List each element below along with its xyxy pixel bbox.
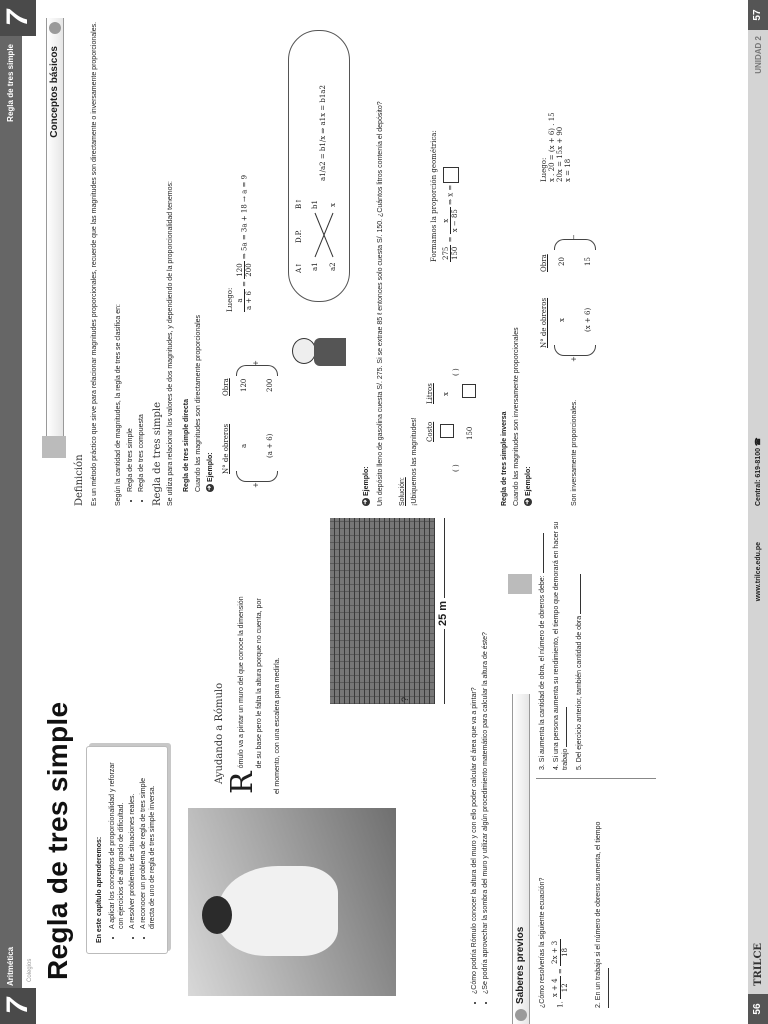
professor-illustration (292, 332, 348, 372)
directa-heading: Regla de tres simple directa (183, 399, 190, 492)
q2-blank[interactable] (608, 968, 609, 1008)
saberes-item1-label: ¿Cómo resolverías la siguiente ecuación? (539, 877, 546, 1008)
left-header-label: Aritmética (6, 946, 15, 986)
eq2-lhs-num: 275 (442, 246, 450, 260)
objective-item: • A reconocer un problema de regla de tres simple directa de uno de regla de tres simple inversa. (139, 757, 157, 929)
q5-blank[interactable] (580, 574, 581, 614)
story-dropcap: R (225, 771, 260, 794)
table1-r2c2: 200 (266, 378, 274, 392)
romulo-photo (188, 808, 396, 996)
inv-line: 20x = 15x + 90 (556, 126, 564, 182)
table3-col1: N° de obreros (540, 297, 548, 348)
arrow-right-icon: ➜ (207, 485, 214, 491)
q5-row (575, 520, 584, 770)
table1-sign-left: + (252, 482, 260, 488)
page-title: Regla de tres simple (42, 701, 73, 980)
eq1-rhs (236, 261, 253, 278)
table3-sign-right: − (570, 234, 578, 240)
eq2-rhs-num: x (442, 207, 451, 234)
table3-r1c2: 20 (558, 257, 566, 266)
proporcion-text: Formamos la proporción geométrica: (430, 130, 438, 262)
table2-r1c1-box[interactable] (440, 424, 454, 438)
clasif-item: • Regla de tres simple (126, 414, 135, 492)
wall-illustration (330, 518, 435, 704)
eq-lhs-den: 12 (561, 983, 569, 993)
eq-lhs-num: x + 4 (551, 978, 559, 998)
saberes-item2 (594, 788, 612, 1008)
table1-r1c2: 120 (240, 378, 248, 392)
definicion-heading: Definición (74, 454, 85, 506)
q3-blank[interactable] (543, 533, 544, 573)
table3-r2c1: (x + 6) (584, 307, 592, 332)
right-page-number: 57 (748, 0, 768, 30)
q4-number: 4. (553, 764, 560, 770)
table1-col2: Obra (222, 378, 230, 396)
table2-r1c2: x (442, 392, 450, 396)
q4-row (552, 520, 570, 770)
ejemplo-1 (206, 452, 215, 492)
table3-bracket-left (554, 345, 596, 356)
story-text: ómulo va a pintar un muro del que conoce la dimensión de su base pero le falta la altura porque no cuenta, por el momento, con una escalera para medirla. (238, 596, 281, 794)
saberes-bar (512, 694, 530, 1024)
cross-arrows-icon (313, 211, 335, 259)
eq2-lhs-den: 150 (451, 246, 459, 260)
q3-number: 3. (539, 764, 546, 770)
q3-text: Si aumenta la cantidad de obra, el número de obreros debe: (539, 575, 546, 763)
table1-sign-right: + (252, 360, 260, 366)
simple-text: Se utiliza para relacionar los valores de dos magnitudes, y dependiendo de la proporcionalidad tenemos: (167, 181, 174, 506)
table1 (222, 358, 284, 488)
bubble-dp: D.P. (295, 229, 303, 243)
left-header-bar (0, 512, 22, 1024)
photo-figure (218, 866, 338, 956)
clasif-item: • Regla de tres compuesta (137, 414, 146, 492)
unit-label: UNIDAD 2 (754, 36, 763, 74)
eq1: Luego: a a + 6 = 120 200 ⇒ 5a = 3a + 18 → a = 9 (226, 32, 253, 312)
questions-list (470, 514, 492, 1008)
ejemplo-3 (524, 466, 533, 506)
eq-lhs-fraction (551, 976, 570, 999)
story-heading: Ayudando a Rómulo (214, 682, 225, 784)
bubble-a-up: A↑ (295, 262, 303, 273)
directa-text: Cuando las magnitudes son directamente proporcionales (195, 314, 202, 492)
inv-line: x . 20 = (x + 6) . 15 (548, 112, 556, 182)
q4-text: Si una persona aumenta su rendimiento, el tiempo que demorará en hacer su trabajo (553, 521, 569, 770)
saberes-side-tab (508, 574, 532, 594)
eq-number: 1. (556, 1001, 565, 1008)
bubble-a1: a1 (311, 262, 319, 271)
inv-prefix: Son inversamente proporcionales. (571, 399, 578, 506)
eq1-tail: ⇒ 5a = 3a + 18 → a = 9 (240, 174, 249, 260)
ejemplo-label: Ejemplo: (207, 452, 214, 482)
q2-number: 2. (595, 1002, 602, 1008)
bubble-x: x (329, 203, 337, 207)
dp-bubble (288, 30, 350, 302)
professor-body (314, 338, 346, 366)
eq2-lhs (442, 245, 459, 262)
eq1-lhs-num: a (236, 289, 245, 312)
bubble-b-up: B↑ (295, 197, 303, 209)
photo-head (202, 896, 232, 934)
definicion-text: Es un método práctico que sirve para relacionar magnitudes proporcionales, recuerde que las magnitudes son directamente o inversamente proporcionales. (91, 21, 98, 506)
table3-bracket-right (554, 239, 596, 250)
eq1-rhs-num: 120 (236, 263, 244, 277)
wall-height-label: ? (400, 696, 410, 702)
eq-rhs-num: 2x + 3 (551, 940, 559, 965)
table3-r1c1: x (558, 318, 566, 322)
table3-sign-left: + (570, 356, 578, 362)
bubble-result: a1/a2 = b1/x ⇒ a1x = b1a2 (319, 85, 327, 181)
footer-phone-text: Central: 619-8100 (755, 448, 762, 506)
left-page (0, 512, 768, 1024)
table2 (426, 362, 482, 472)
trilce-logo: TRILCE (753, 942, 764, 986)
objective-item: • A resolver problemas de situaciones reales. (128, 757, 137, 929)
q4-blank[interactable] (566, 707, 567, 747)
question-item: • ¿Cómo podría Rómulo conocer la altura del muro y con ello poder calcular el área que va a pintar? (470, 514, 479, 994)
eq1-lhs-den: a + 6 (245, 291, 253, 310)
table1-bracket-right (236, 365, 278, 376)
inv-line: x = 18 (564, 158, 572, 182)
solucion-label: Solución: (399, 477, 406, 506)
wall-width-label: 25 m (437, 598, 449, 629)
saberes-equation (551, 788, 570, 1008)
table2-paren-right: ( ) (452, 368, 460, 376)
inversa-text: Cuando las magnitudes son inversamente proporcionales (513, 327, 520, 506)
inv-solution (540, 12, 572, 182)
luego2-label: Luego: (540, 157, 548, 182)
conceptos-side-tab (42, 436, 66, 458)
table1-bracket-left (236, 471, 278, 482)
eq2-tail: ⇒ x = (446, 184, 455, 205)
footer-url[interactable]: www.trilce.edu.pe (755, 542, 762, 602)
inversa-heading: Regla de tres simple inversa (501, 411, 508, 506)
eq1-luego: Luego: (226, 287, 234, 312)
left-page-number: 56 (748, 994, 768, 1024)
conceptos-bar (46, 18, 64, 458)
left-logo-small: Colegios (27, 958, 33, 982)
ejemplo-label: Ejemplo: (363, 466, 370, 496)
left-chapter-number: 7 (0, 988, 36, 1024)
right-header-bar (0, 0, 22, 512)
table1-col1: N° de obreros (222, 423, 230, 474)
eq2-rhs-den: x − 85 (451, 209, 459, 233)
bubble-b1: b1 (311, 200, 319, 209)
objectives-box (86, 746, 168, 954)
table1-r1c1: a (240, 443, 248, 448)
right-footer (748, 0, 768, 512)
ejemplo2-text: Un depósito lleno de gasolina cuesta S/. 275. Si se extrae 85 ℓ entonces solo cuesta S/. 150. ¿Cuántos litros contenía el depósito? (377, 101, 384, 506)
q5-text: Del ejercicio anterior, también cantidad de obra (576, 615, 583, 763)
story-paragraph (225, 594, 284, 794)
table1-r2c1: (a + 6) (266, 433, 274, 458)
ejemplo-2 (362, 466, 371, 506)
saberes-divider (536, 778, 656, 779)
saberes-label: Saberes previos (515, 926, 526, 1004)
eq2-answer-box[interactable] (443, 167, 459, 183)
right-header-label: Regla de tres simple (6, 44, 15, 122)
section-dot-icon (515, 1009, 527, 1021)
saberes-item1 (538, 788, 570, 1008)
right-chapter-number: 7 (0, 0, 36, 36)
conceptos-label: Conceptos básicos (49, 46, 60, 138)
eq2: Formamos la proporción geométrica: 275 150 = x x − 85 ⇒ x = (430, 22, 459, 262)
clasif-list (126, 414, 148, 506)
eq1-lhs (236, 289, 253, 312)
q5-number: 5. (576, 764, 583, 770)
table3 (540, 232, 602, 362)
objective-item: • A aplicar los conceptos de proporcionalidad y reforzar con ejercicios de alto grado de dificultad. (108, 757, 126, 929)
table2-r2c1: 150 (466, 426, 474, 440)
clasif-text: Según la cantidad de magnitudes, la regla de tres se clasifica en: (115, 304, 122, 506)
eq1-rhs-den: 200 (245, 263, 253, 277)
q2-text: En un trabajo si el número de obreros aumenta, el tiempo (595, 821, 602, 1001)
section-dot-icon (49, 22, 61, 34)
phone-icon: ☎ (755, 437, 762, 447)
table2-col2: Litros (426, 383, 434, 404)
eq2-rhs (442, 207, 459, 234)
ubiquemos-text: ¡Ubiquemos las magnitudes! (411, 417, 418, 506)
table2-paren-left: ( ) (452, 464, 460, 472)
footer-phone (754, 437, 763, 506)
bubble-a2: a2 (329, 262, 337, 271)
eq-rhs-den: 18 (561, 947, 569, 957)
ejemplo-label: Ejemplo: (525, 466, 532, 496)
table2-r2c2-box[interactable] (462, 384, 476, 398)
simple-heading: Regla de tres simple (152, 401, 163, 506)
saberes-right-col (538, 520, 584, 770)
eq-rhs-fraction (551, 939, 570, 966)
table3-col2: Obra (540, 254, 548, 272)
table3-r2c2: 15 (584, 257, 592, 266)
arrow-right-icon: ➜ (363, 499, 370, 505)
arrow-right-icon: ➜ (525, 499, 532, 505)
objectives-heading: En este capítulo aprenderemos: (96, 836, 103, 943)
q3-row (538, 520, 547, 770)
table2-col1: Costo (426, 421, 434, 442)
eq-sign: = (556, 968, 565, 975)
question-item: • ¿Se podría aprovechar la sombra del muro y utilizar algún procedimiento matemático para calcular la altura de éste? (481, 514, 490, 994)
professor-head (292, 338, 316, 364)
